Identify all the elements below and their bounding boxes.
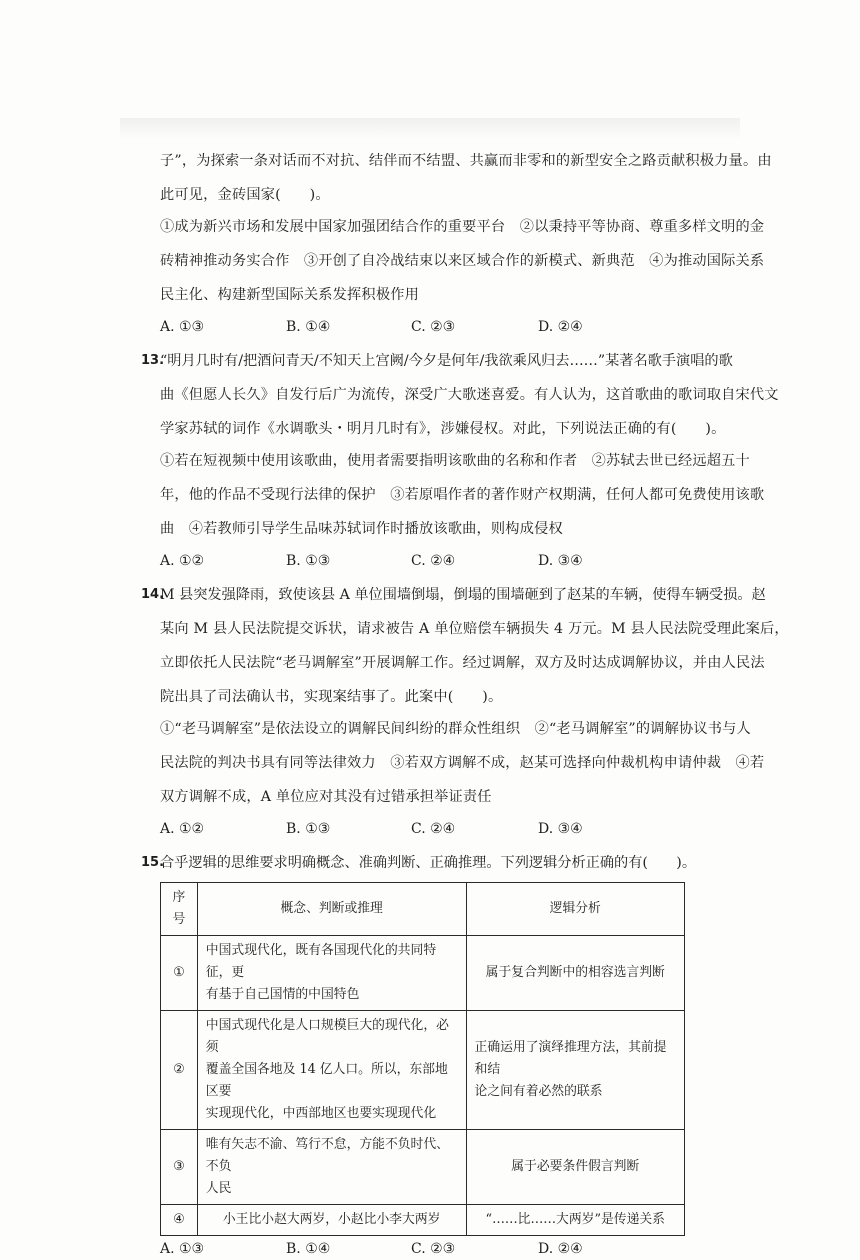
table-row xyxy=(161,1130,685,1205)
question-13 xyxy=(141,350,779,572)
question-text-line: 某向 M 县人民法院提交诉状，请求被告 A 单位赔偿车辆损失 4 万元。M 县人民法院受理此案后， xyxy=(160,621,789,637)
question-14 xyxy=(141,584,789,840)
cell-line: 属于复合判断中的相容选言判断 xyxy=(485,965,665,980)
cell-line: 论之间有着必然的联系 xyxy=(474,1084,603,1099)
option-c[interactable]: C. ②③ xyxy=(411,1241,456,1257)
question-text-line: 学家苏轼的词作《水调歌头・明月几时有》，涉嫌侵权。对此，下列说法正确的有( )。 xyxy=(160,421,726,437)
cell-line: 属于必要条件假言判断 xyxy=(511,1159,640,1174)
row-analysis xyxy=(466,1130,684,1205)
answer-options xyxy=(160,550,700,572)
table-row xyxy=(161,936,685,1011)
option-c[interactable]: C. ②④ xyxy=(411,553,456,569)
cell-line: 小王比小赵大两岁，小赵比小李大两岁 xyxy=(222,1212,441,1227)
question-number: 13. xyxy=(141,353,165,368)
question-text: M 县突发强降雨，致使该县 A 单位围墙倒塌，倒塌的围墙砸到了赵某的车辆，使得车辆受损。赵 xyxy=(160,587,766,603)
table-row xyxy=(161,1011,685,1130)
option-b[interactable]: B. ①④ xyxy=(286,1241,331,1257)
option-d[interactable]: D. ②④ xyxy=(538,319,583,335)
answer-options xyxy=(160,818,700,840)
question-text-line: 曲《但愿人长久》自发行后广为流传，深受广大歌迷喜爱。有人认为，这首歌曲的歌词取自宋代文 xyxy=(160,387,779,403)
option-a[interactable]: A. ①② xyxy=(160,553,205,569)
row-analysis xyxy=(466,1011,684,1130)
question-text: “明月几时有/把酒问青天/不知天上宫阙/今夕是何年/我欲乘风归去……”某著名歌手演唱的歌 xyxy=(160,353,733,369)
statement-line: 砖精神推动务实合作 ③开创了自冷战结束以来区域合作的新模式、新典范 ④为推动国际关系 xyxy=(160,253,765,269)
question-text-line: 院出具了司法确认书，实现案结事了。此案中( )。 xyxy=(160,689,503,705)
option-c[interactable]: C. ②④ xyxy=(411,821,456,837)
row-number: ① xyxy=(161,936,198,1011)
row-number: ④ xyxy=(161,1205,198,1236)
logic-table xyxy=(160,882,685,1236)
question-text-line: 子”，为探索一条对话而不对抗、结伴而不结盟、共赢而非零和的新型安全之路贡献积极力量。由 xyxy=(160,153,772,169)
question-stem-line xyxy=(141,350,733,372)
row-content xyxy=(197,936,466,1011)
scan-shadow xyxy=(120,118,740,140)
row-content xyxy=(197,1011,466,1130)
question-stem-line xyxy=(141,584,766,606)
question-stem-line xyxy=(141,852,700,874)
cell-line: 覆盖全国各地及 14 亿人口。所以，东部地区要 xyxy=(205,1062,448,1099)
question-text: 合乎逻辑的思维要求明确概念、准确判断、正确推理。下列逻辑分析正确的有( )。 xyxy=(160,855,697,871)
row-analysis xyxy=(466,936,684,1011)
cell-line: “……比……大两岁”是传递关系 xyxy=(485,1212,665,1227)
question-number: 14. xyxy=(141,587,165,602)
answer-options xyxy=(160,1238,700,1260)
option-a[interactable]: A. ①② xyxy=(160,821,205,837)
cell-line: 中国式现代化，既有各国现代化的共同特征，更 xyxy=(205,943,437,980)
question-12-continued xyxy=(160,150,772,338)
row-content xyxy=(197,1205,466,1236)
row-number: ② xyxy=(161,1011,198,1130)
option-d[interactable]: D. ③④ xyxy=(538,553,583,569)
statement-line: 双方调解不成，A 单位应对其没有过错承担举证责任 xyxy=(160,789,492,805)
cell-line: 唯有矢志不渝、笃行不怠，方能不负时代、不负 xyxy=(205,1137,449,1174)
cell-line: 正确运用了演绎推理方法，其前提和结 xyxy=(474,1040,667,1077)
statement-line: ①若在短视频中使用该歌曲，使用者需要指明该歌曲的名称和作者 ②苏轼去世已经远超五十 xyxy=(160,453,750,469)
option-d[interactable]: D. ②④ xyxy=(538,1241,583,1257)
statement-line: 民法院的判决书具有同等法律效力 ③若双方调解不成，赵某可选择向仲裁机构申请仲裁 ④若 xyxy=(160,755,765,771)
option-d[interactable]: D. ③④ xyxy=(538,821,583,837)
option-a[interactable]: A. ①③ xyxy=(160,1241,205,1257)
statement-line: ①成为新兴市场和发展中国家加强团结合作的重要平台 ②以秉持平等协商、尊重多样文明的金 xyxy=(160,219,765,235)
answer-options xyxy=(160,316,700,338)
option-c[interactable]: C. ②③ xyxy=(411,319,456,335)
cell-line: 有基于自己国情的中国特色 xyxy=(205,987,360,1002)
row-content xyxy=(197,1130,466,1205)
row-analysis xyxy=(466,1205,684,1236)
statement-line: ①“老马调解室”是依法设立的调解民间纠纷的群众性组织 ②“老马调解室”的调解协议书与人 xyxy=(160,721,751,737)
option-b[interactable]: B. ①③ xyxy=(286,821,331,837)
exam-content xyxy=(141,150,789,1260)
statement-line: 民主化、构建新型国际关系发挥积极作用 xyxy=(160,287,419,303)
option-b[interactable]: B. ①③ xyxy=(286,553,331,569)
table-header-row xyxy=(161,883,685,936)
cell-line: 实现现代化，中西部地区也要实现现代化 xyxy=(205,1106,437,1121)
cell-line: 人民 xyxy=(205,1181,232,1196)
statement-line: 曲 ④若教师引导学生品味苏轼词作时播放该歌曲，则构成侵权 xyxy=(160,521,563,537)
table-header: 序号 xyxy=(161,883,198,936)
question-text-line: 此可见，金砖国家( )。 xyxy=(160,187,330,203)
table-header: 逻辑分析 xyxy=(466,883,684,936)
table-row xyxy=(161,1205,685,1236)
option-a[interactable]: A. ①③ xyxy=(160,319,205,335)
question-text-line: 立即依托人民法院“老马调解室”开展调解工作。经过调解，双方及时达成调解协议，并由人民法 xyxy=(160,655,765,671)
cell-line: 中国式现代化是人口规模巨大的现代化，必须 xyxy=(205,1018,449,1055)
question-15 xyxy=(141,852,700,1260)
statement-line: 年，他的作品不受现行法律的保护 ③若原唱作者的著作财产权期满，任何人都可免费使用该歌 xyxy=(160,487,765,503)
table-header: 概念、判断或推理 xyxy=(197,883,466,936)
option-b[interactable]: B. ①④ xyxy=(286,319,331,335)
question-number: 15. xyxy=(141,855,165,870)
row-number: ③ xyxy=(161,1130,198,1205)
